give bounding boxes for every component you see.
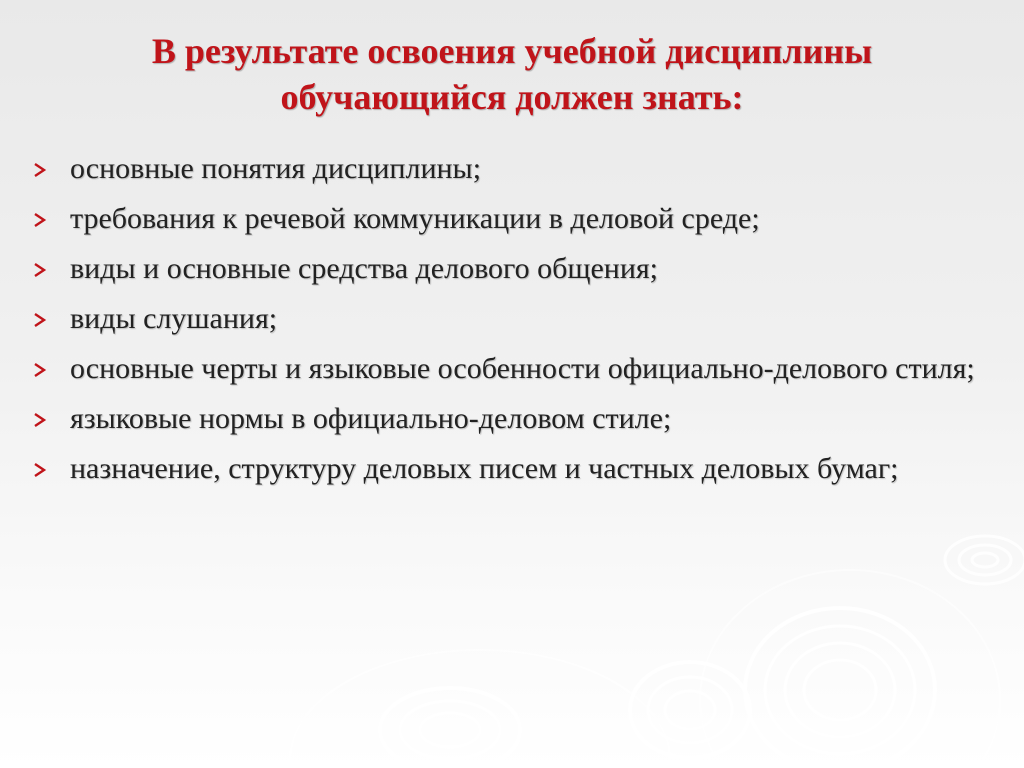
slide-title-line-2: обучающийся должен знать: (280, 77, 744, 117)
chevron-right-icon (32, 362, 48, 378)
chevron-right-icon (32, 162, 48, 178)
bullet-item (30, 150, 980, 187)
chevron-right-icon (32, 212, 48, 228)
bullet-text: виды и основные средства делового общения; (70, 252, 659, 285)
chevron-right-icon (32, 312, 48, 328)
bullet-list (30, 150, 980, 500)
chevron-right-icon (32, 462, 48, 478)
bullet-text: виды слушания; (70, 302, 278, 335)
bullet-item (30, 350, 980, 387)
bullet-item (30, 450, 980, 487)
bullet-text: назначение, структуру деловых писем и частных деловых бумаг; (70, 452, 899, 485)
chevron-right-icon (32, 412, 48, 428)
slide-title-line-1: В результате освоения учебной дисциплины (151, 31, 873, 71)
bullet-text: основные понятия дисциплины; (70, 152, 482, 185)
bullet-text: языковые нормы в официально-деловом стиле; (70, 402, 672, 435)
bullet-item (30, 200, 980, 237)
slide-title (60, 28, 964, 120)
bullet-text: требования к речевой коммуникации в деловой среде; (70, 202, 760, 235)
bullet-item (30, 400, 980, 437)
bullet-item (30, 300, 980, 337)
chevron-right-icon (32, 262, 48, 278)
bullet-text: основные черты и языковые особенности официально-делового стиля; (70, 352, 975, 385)
bullet-item (30, 250, 980, 287)
